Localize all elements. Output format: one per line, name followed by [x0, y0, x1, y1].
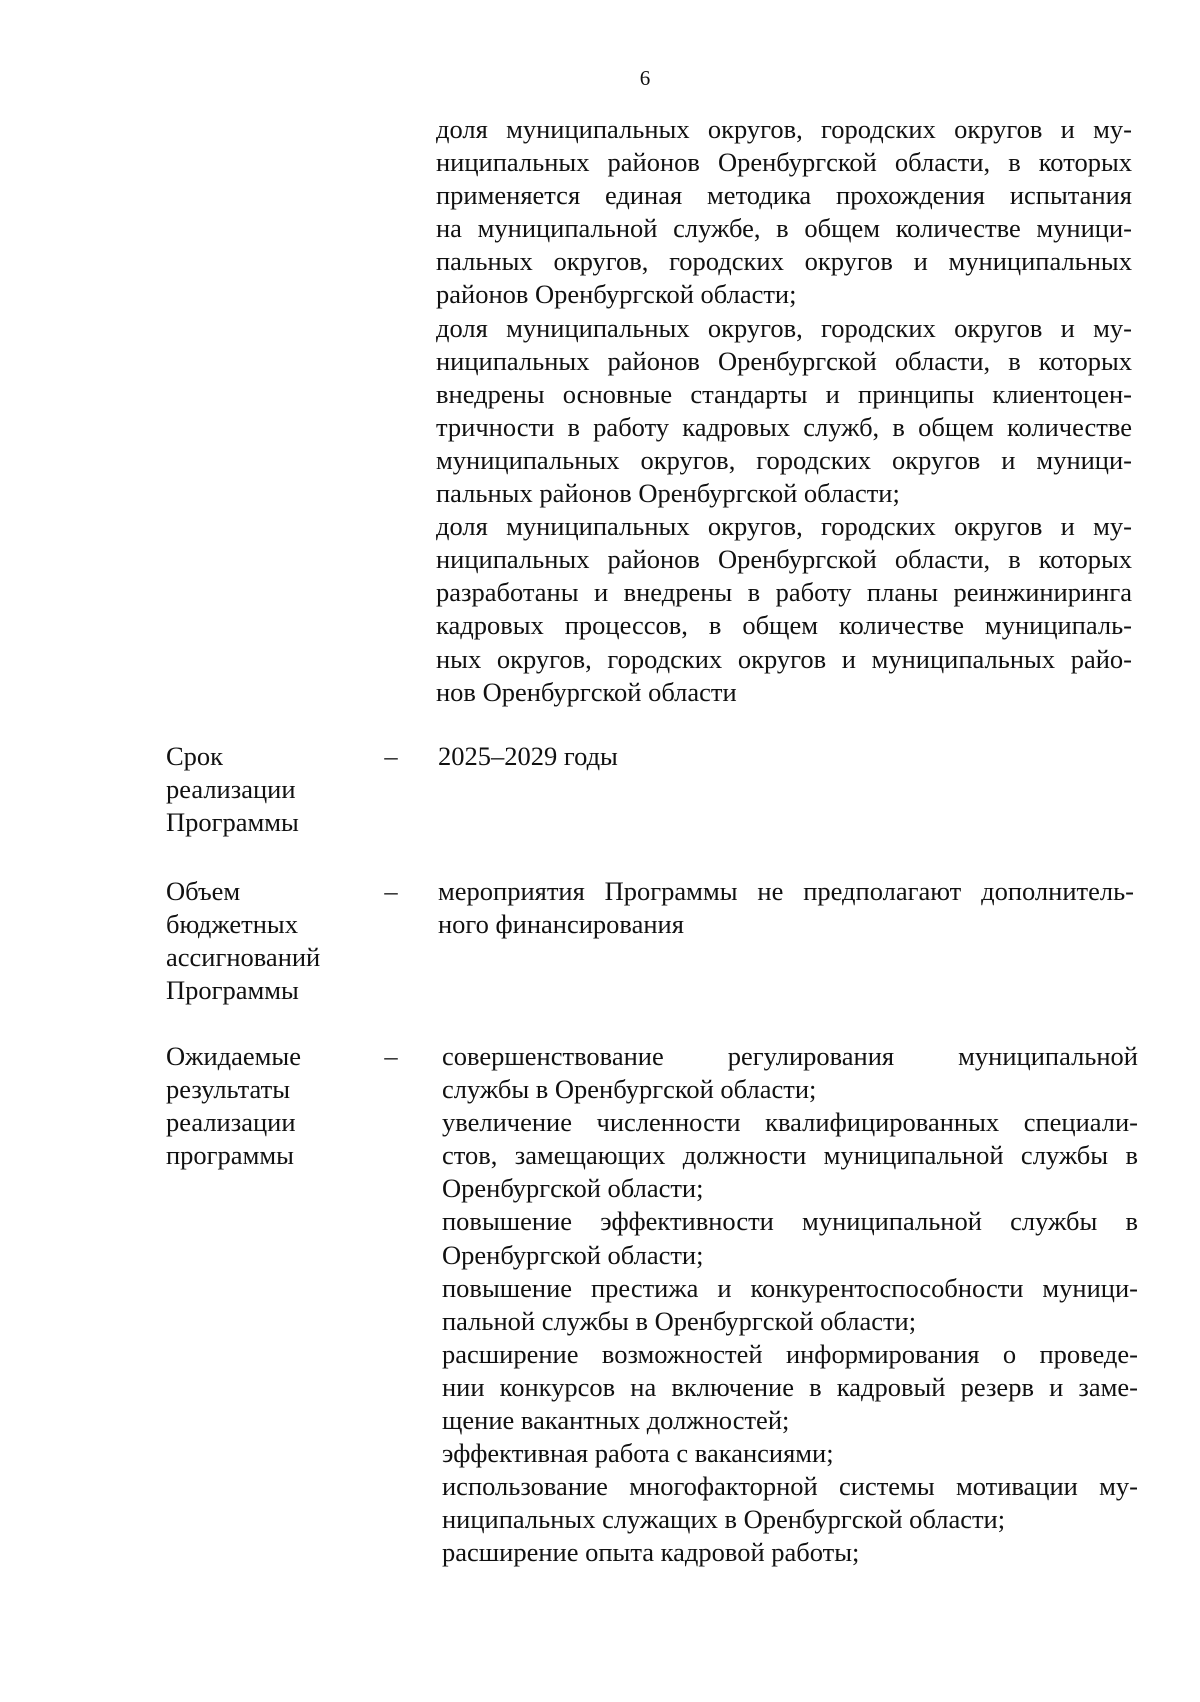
- text-line: повышение престижа и конкурентоспособности муници-: [442, 1272, 1138, 1303]
- text-line: использование многофакторной системы мотивации му-: [442, 1471, 1138, 1502]
- text-line: эффективная работа с вакансиями;: [442, 1438, 834, 1469]
- label-line: Срок: [166, 741, 224, 771]
- text-line: доля муниципальных округов, городских округов и му-: [436, 114, 1132, 144]
- label-line: реализации: [166, 1107, 296, 1138]
- row-label: [166, 740, 356, 839]
- text-line: щение вакантных должностей;: [442, 1405, 790, 1436]
- text-line: Оренбургской области;: [442, 1239, 704, 1270]
- text-line: применяется единая методика прохождения испытания: [436, 180, 1132, 211]
- text-line: ниципальных служащих в Оренбургской области;: [442, 1504, 1006, 1535]
- page-number: 6: [639, 66, 651, 90]
- label-line: Программы: [166, 975, 299, 1006]
- text-line: увеличение численности квалифицированных специали-: [442, 1107, 1138, 1138]
- row-dash: –: [384, 741, 398, 771]
- text-line: 2025–2029 годы: [438, 741, 618, 771]
- label-line: результаты: [166, 1074, 290, 1105]
- row-dash: –: [384, 1041, 398, 1071]
- text-line: на муниципальной службе, в общем количестве муници-: [436, 213, 1132, 244]
- text-line: службы в Оренбургской области;: [442, 1074, 817, 1105]
- text-line: ного финансирования: [438, 909, 684, 940]
- row-label: [166, 875, 356, 1007]
- label-line: Ожидаемые: [166, 1041, 301, 1071]
- text-line: внедрены основные стандарты и принципы клиентоцен-: [436, 378, 1132, 409]
- text-line: тричности в работу кадровых служб, в общем количестве: [436, 411, 1132, 442]
- text-line: ных округов, городских округов и муниципальных райо-: [436, 643, 1132, 674]
- text-line: нии конкурсов на включение в кадровый резерв и заме-: [442, 1371, 1138, 1402]
- text-line: Оренбургской области;: [442, 1173, 704, 1204]
- row-label: [166, 1040, 356, 1172]
- label-line: Программы: [166, 807, 299, 838]
- text-line: пальной службы в Оренбургской области;: [442, 1305, 917, 1336]
- text-line: нов Оренбургской области: [436, 676, 737, 707]
- row-dash: –: [384, 876, 398, 906]
- text-line: доля муниципальных округов, городских округов и му-: [436, 312, 1132, 343]
- text-line: расширение опыта кадровой работы;: [442, 1537, 860, 1568]
- label-line: Объем: [166, 876, 241, 906]
- text-line: районов Оренбургской области;: [436, 279, 797, 310]
- row-value: [438, 875, 1134, 941]
- indicators-continued: [436, 113, 1132, 709]
- text-line: ниципальных районов Оренбургской области, в которых: [436, 147, 1132, 178]
- text-line: совершенствование регулирования муниципальной: [442, 1041, 1138, 1071]
- row-value: [438, 740, 1134, 773]
- text-line: пальных округов, городских округов и муниципальных: [436, 246, 1132, 277]
- text-line: муниципальных округов, городских округов и муници-: [436, 444, 1132, 475]
- text-line: повышение эффективности муниципальной службы в: [442, 1206, 1138, 1237]
- row-value: [442, 1040, 1138, 1570]
- label-line: бюджетных: [166, 909, 298, 940]
- text-line: пальных районов Оренбургской области;: [436, 478, 900, 509]
- text-line: мероприятия Программы не предполагают дополнитель-: [438, 876, 1134, 906]
- text-line: разработаны и внедрены в работу планы реинжиниринга: [436, 577, 1132, 608]
- label-line: реализации: [166, 774, 296, 805]
- text-line: доля муниципальных округов, городских округов и му-: [436, 511, 1132, 542]
- label-line: ассигнований: [166, 942, 321, 973]
- text-line: кадровых процессов, в общем количестве муниципаль-: [436, 610, 1132, 641]
- label-line: программы: [166, 1140, 294, 1171]
- text-line: расширение возможностей информирования о проведе-: [442, 1338, 1138, 1369]
- text-line: стов, замещающих должности муниципальной службы в: [442, 1140, 1138, 1171]
- text-line: ниципальных районов Оренбургской области, в которых: [436, 544, 1132, 575]
- text-line: ниципальных районов Оренбургской области, в которых: [436, 345, 1132, 376]
